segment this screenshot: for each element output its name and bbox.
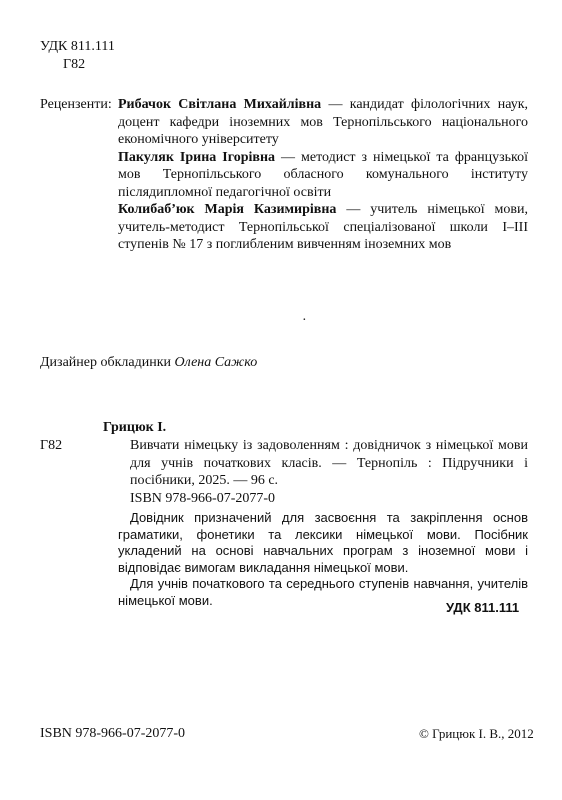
- author-sign: Г82: [63, 57, 86, 72]
- reviewer-3: [118, 201, 528, 254]
- reviewer-2: [118, 149, 528, 202]
- cover-designer: [40, 354, 257, 372]
- separator-dot: ·: [302, 313, 307, 328]
- reviewers-label: Рецензенти:: [40, 97, 112, 112]
- udk-footer-code: УДК 811.111: [446, 600, 520, 615]
- bibliographic-code: Г82: [40, 438, 63, 453]
- footer-isbn: ISBN 978-966-07-2077-0: [40, 726, 186, 741]
- annotation-paragraph: Для учнів початкового та середнього ступенів навчання, учителів німецької мови.: [118, 576, 528, 608]
- annotation-paragraph: Довідник призначений для засвоєння та закріплення основ граматики, фонетики та лексики німецької мови. Посібник укладений на основі навчальних програм з іноземної мови і відповідає вимогам викладання німецької мови.: [118, 510, 528, 575]
- book-isbn: ISBN 978-966-07-2077-0: [130, 490, 276, 506]
- reviewers-list: [118, 96, 528, 254]
- reviewer-name: Колибаб’юк Марія Казимирівна: [118, 202, 337, 217]
- bibliographic-description: [130, 437, 528, 507]
- designer-label: Дизайнер обкладинки: [40, 355, 172, 370]
- reviewer-name: Пакуляк Ірина Ігорівна: [118, 149, 276, 165]
- bibliographic-author: Грицюк І.: [103, 420, 167, 435]
- udk-header: [40, 38, 115, 74]
- book-description: Вивчати німецьку із задоволенням : довідничок з німецької мови для учнів початкових класів. — Тернопіль : Підручники і посібники, 2025. — 96 с.: [130, 438, 528, 488]
- annotation: [118, 510, 528, 609]
- reviewer-name: Рибачок Світлана Михайлівна: [118, 97, 322, 112]
- udk-code: УДК 811.111: [40, 39, 115, 54]
- reviewer-1: [118, 96, 528, 149]
- reviewer-description: — методист з німецької та французької мов Тернопільського обласного комунального інституту післядипломної педагогічної освіти: [118, 149, 529, 200]
- reviewer-description: — кандидат філологічних наук, доцент кафедри іноземних мов Тернопільського національного економічного університету: [118, 97, 529, 147]
- copyright-notice: © Грицюк І. В., 2012: [419, 726, 534, 741]
- reviewer-description: — учитель німецької мови, учитель-методист Тернопільської спеціалізованої школи І–ІІІ ступенів № 17 з поглибленим вивченням іноземних мов: [118, 202, 528, 252]
- designer-name: Олена Сажко: [174, 355, 258, 370]
